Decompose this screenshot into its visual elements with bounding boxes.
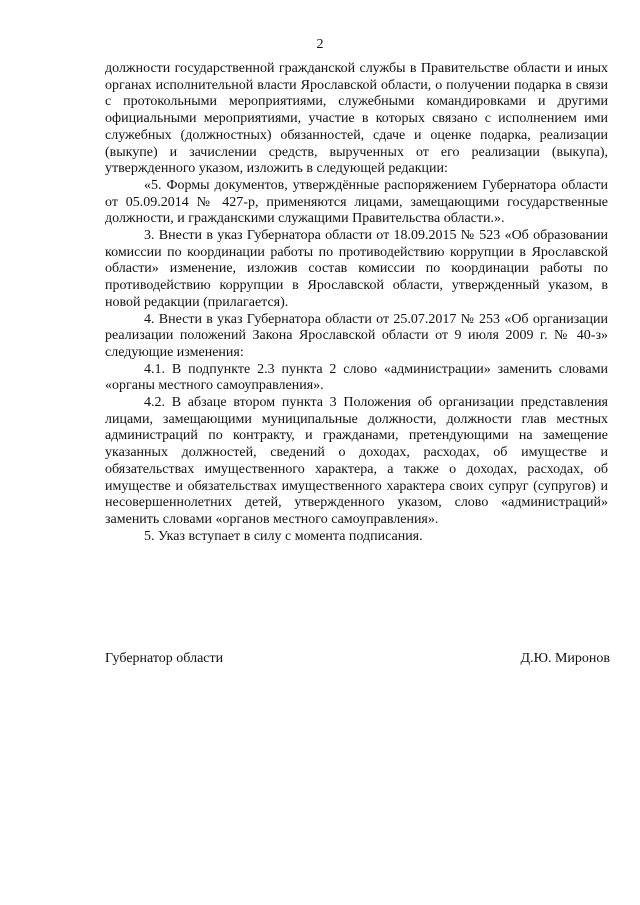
document-body [105,61,608,545]
paragraph-item-4: 4. Внести в указ Губернатора области от 25.07.2017 № 253 «Об организации реализации положений Закона Ярославской области от 9 июля 2009 г. № 40-з» следующие изменения: [105,311,608,360]
paragraph-quoted-item-5: «5. Формы документов, утверждённые распоряжением Губернатора области от 05.09.2014 № 427-р, применяются лицами, замещающими государственные должности, и гражданскими служащими Правительства области.». [105,177,608,227]
signatory-position: Губернатор области [105,651,224,666]
signature-block [105,650,610,667]
page-number: 2 [316,37,324,52]
paragraph-continuation: должности государственной гражданской службы в Правительстве области и иных органах исполнительной власти Ярославской области, о получении подарка в связи с протокольными мероприятиями, служебными командировками и другими официальными мероприятиями, участие в которых связано с исполнением ими служебных (должностных) обязанностей, сдаче и оценке подарка, реализации (выкупе) и зачислении средств, вырученных от его реализации (выкупа), утвержденного указом, изложить в следующей редакции: [105,61,608,177]
signatory-name: Д.Ю. Миронов [520,651,610,666]
paragraph-item-4-1: 4.1. В подпункте 2.3 пункта 2 слово «администрации» заменить словами «органы местного самоуправления». [105,361,608,394]
paragraph-item-5: 5. Указ вступает в силу с момента подписания. [144,528,423,544]
paragraph-item-4-2: 4.2. В абзаце втором пункта 3 Положения об организации представления лицами, замещающими муниципальные должности, должности глав местных администраций по контракту, и гражданами, претендующими на замещение указанных должностей, сведений о доходах, расходах, об имуществе и обязательствах имущественного характера, а также о доходах, расходах, об имуществе и обязательствах имущественного характера своих супруг (супругов) и несовершеннолетних детей, утвержденного указом, слово «администраций» заменить словами «органов местного самоуправления». [105,395,608,527]
paragraph-item-3: 3. Внести в указ Губернатора области от 18.09.2015 № 523 «Об образовании комиссии по координации работы по противодействию коррупции в Ярославской области» изменение, изложив состав комиссии по координации работы по противодействию коррупции в Ярославской области, утвержденный указом, в новой редакции (прилагается). [105,228,608,310]
